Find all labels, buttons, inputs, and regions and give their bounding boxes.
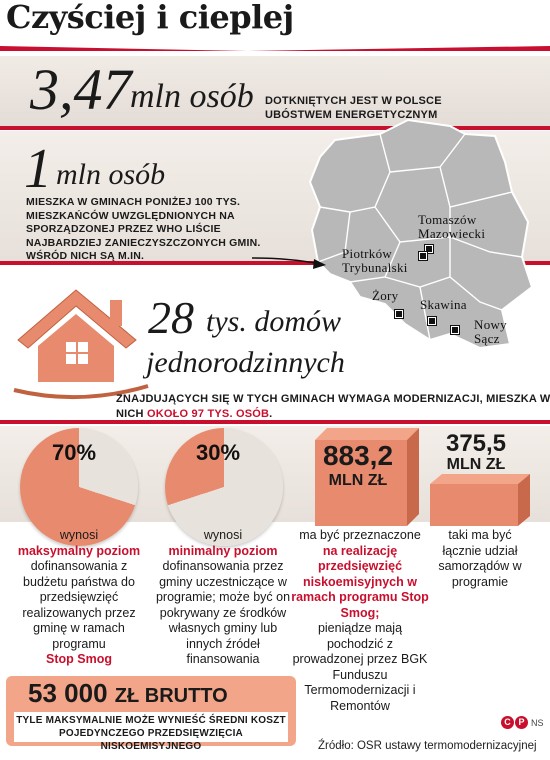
col3-t2: pieniądze mają pochodzić z prowadzonej przez BGK Funduszu Termomodernizacji i Remontów bbox=[292, 621, 428, 713]
col3-unit: MLN ZŁ bbox=[328, 472, 388, 489]
city-dot bbox=[428, 317, 436, 325]
city-label: Nowy Sącz bbox=[474, 317, 507, 346]
col2-text bbox=[152, 528, 294, 668]
col4-unit: MLN ZŁ bbox=[446, 456, 506, 473]
col1-r2: Stop Smog bbox=[46, 652, 112, 666]
author-credit: NS bbox=[531, 718, 544, 728]
box-375 bbox=[424, 472, 534, 528]
col4-t1: taki ma być łącznie udział samorządów w programie bbox=[438, 528, 522, 589]
pie-30-label: 30% bbox=[196, 440, 241, 465]
bottom-value-num: 53 000 bbox=[28, 678, 108, 708]
city-dot bbox=[395, 310, 403, 318]
stat1-value: 3,47 bbox=[30, 57, 132, 122]
col2-t1: wynosi bbox=[203, 528, 243, 542]
col2-t2: dofinansowania przez gminy uczestniczące w programie; może być on pokrywany ze środków własnych gminy lub innych źródeł finansowania bbox=[155, 559, 291, 666]
bottom-line2: POJEDYNCZEGO PRZEDSIĘWZIĘCIA NISKOEMISYJNEGO bbox=[59, 728, 243, 752]
city-label: Skawina bbox=[420, 297, 467, 312]
city-dot bbox=[451, 326, 459, 334]
col4-text bbox=[430, 528, 530, 590]
col2-r1: minimalny poziom bbox=[168, 543, 278, 558]
arrow-icon bbox=[250, 252, 330, 274]
city-label: Żory bbox=[372, 288, 399, 303]
red-rule-1 bbox=[0, 46, 550, 51]
stat3-desc-highlight: OKOŁO 97 TYS. OSÓB bbox=[146, 408, 270, 420]
stat3-desc-text: ZNAJDUJĄCYCH SIĘ W TYCH GMINACH WYMAGA MODERNIZACJI, MIESZKA W NICH bbox=[116, 393, 550, 420]
stat3-value: 28 bbox=[148, 292, 194, 343]
publisher-icon: P bbox=[515, 716, 528, 729]
stat1-desc: DOTKNIĘTYCH JEST W POLSCE UBÓSTWEM ENERGETYCZNYM bbox=[265, 95, 442, 121]
city-dot bbox=[419, 252, 427, 260]
copyright-icon: C bbox=[501, 716, 514, 729]
page-title: Czyściej i cieplej bbox=[6, 0, 294, 36]
col3-r1: na realizację przedsięwzięć niskoemisyjnych w ramach programu Stop Smog; bbox=[291, 543, 429, 620]
pie-70-label: 70% bbox=[52, 440, 97, 465]
stat2-value: 1 bbox=[24, 138, 52, 200]
stat2-desc: MIESZKA W GMINACH PONIŻEJ 100 TYS. MIESZKAŃCÓW UWZGLĘDNIONYCH NA SPORZĄDZONEJ PRZEZ WHO LIŚCIE NAJBARDZIEJ ZANIECZYSZCZONYCH GMIN. WŚRÓD NICH SĄ M.IN. bbox=[26, 196, 261, 262]
col3-t1: ma być przeznaczone bbox=[299, 528, 421, 542]
col1-t2: dofinansowania z budżetu państwa do przedsięwzięć realizowanych przez gminę w ramach programu bbox=[22, 559, 136, 651]
col1-t1: wynosi bbox=[59, 528, 99, 542]
stat1-unit: mln osób bbox=[130, 78, 254, 115]
col3-text bbox=[290, 528, 430, 714]
stat3-desc bbox=[116, 392, 550, 422]
col1-text bbox=[8, 528, 150, 668]
bottom-value-unit: ZŁ BRUTTO bbox=[114, 685, 228, 707]
stat3-unit2: jednorodzinnych bbox=[146, 346, 345, 379]
red-rule-4 bbox=[0, 420, 550, 424]
stat2-unit: mln osób bbox=[56, 158, 166, 191]
city-label: Tomaszów Mazowiecki bbox=[418, 212, 486, 241]
stat3-unit1: tys. domów bbox=[206, 305, 341, 338]
col1-r1: maksymalny poziom bbox=[17, 543, 141, 558]
bottom-line1: TYLE MAKSYMALNIE MOŻE WYNIEŚĆ ŚREDNI KOSZT bbox=[16, 715, 286, 726]
city-label: Piotrków Trybunalski bbox=[342, 246, 408, 275]
stat3-desc-end: . bbox=[269, 408, 273, 420]
source-note: Źródło: OSR ustawy termomodernizacyjnej bbox=[318, 740, 537, 752]
col3-value: 883,2 bbox=[322, 440, 394, 471]
col4-value: 375,5 bbox=[445, 430, 507, 457]
bottom-value bbox=[28, 678, 228, 709]
